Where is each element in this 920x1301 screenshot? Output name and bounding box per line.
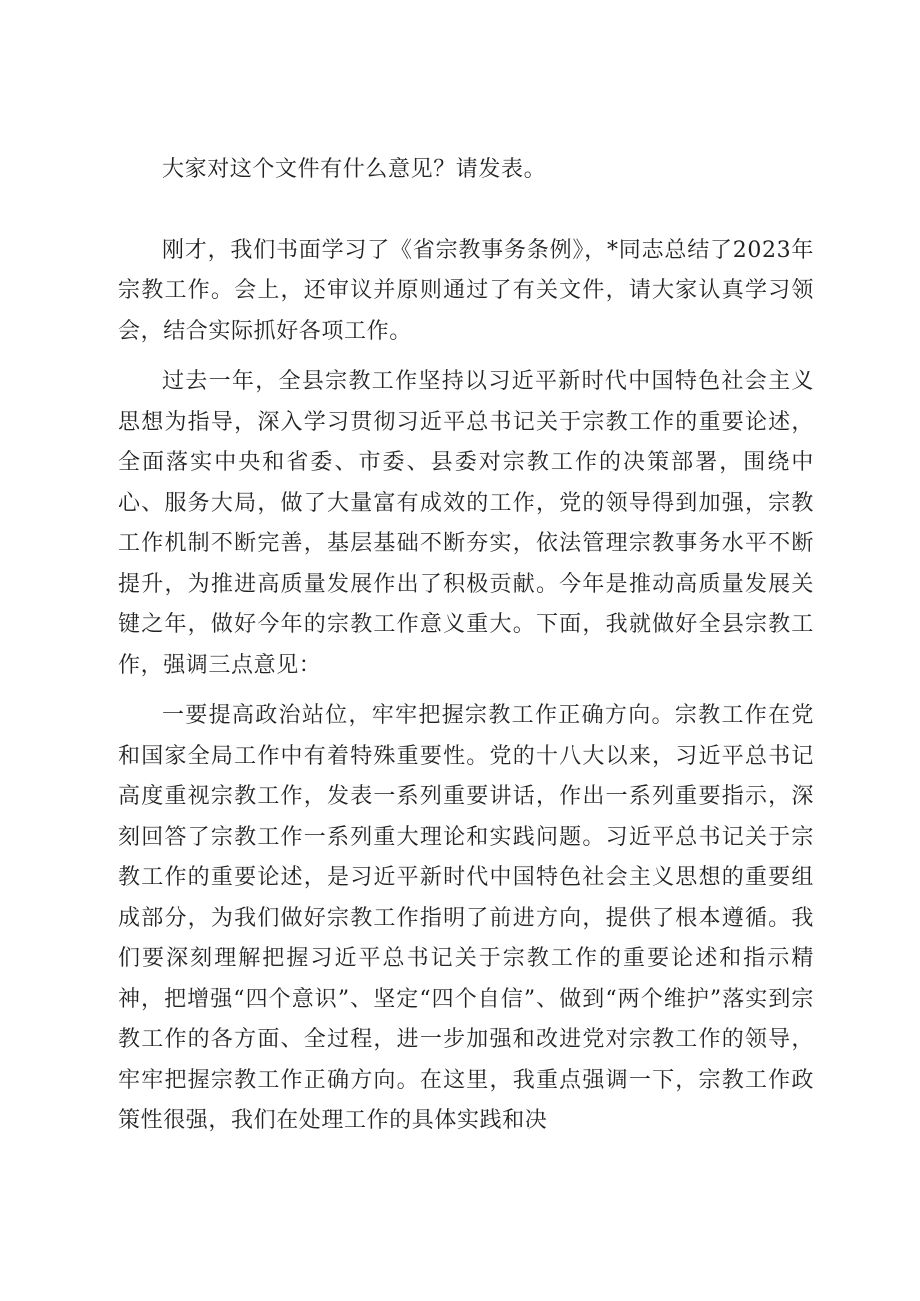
paragraph-past-year-review: 过去一年，全县宗教工作坚持以习近平新时代中国特色社会主义思想为指导，深入学习贯彻习近平总书记关于宗教工作的重要论述，全面落实中央和省委、市委、县委对宗教工作的决策部署，围绕中心、服务大局，做了大量富有成效的工作，党的领导得到加强，宗教工作机制不断完善，基层基础不断夯实，依法管理宗教事务水平不断提升，为推进高质量发展作出了积极贡献。今年是推动高质量发展关键之年，做好今年的宗教工作意义重大。下面，我就做好全县宗教工作，强调三点意见： — [118, 369, 814, 678]
document-body — [118, 150, 814, 1142]
paragraph-meeting-summary: 刚才，我们书面学习了《省宗教事务条例》，*同志总结了2023年宗教工作。会上，还审议并原则通过了有关文件，请大家认真学习领会，结合实际抓好各项工作。 — [118, 237, 814, 344]
paragraph-point-one: 一要提高政治站位，牢牢把握宗教工作正确方向。宗教工作在党和国家全局工作中有着特殊重要性。党的十八大以来，习近平总书记高度重视宗教工作，发表一系列重要讲话，作出一系列重要指示，深刻回答了宗教工作一系列重大理论和实践问题。习近平总书记关于宗教工作的重要论述，是习近平新时代中国特色社会主义思想的重要组成部分，为我们做好宗教工作指明了前进方向，提供了根本遵循。我们要深刻理解把握习近平总书记关于宗教工作的重要论述和指示精神，把增强“四个意识”、坚定“四个自信”、做到“两个维护”落实到宗教工作的各方面、全过程，进一步加强和改进党对宗教工作的领导，牢牢把握宗教工作正确方向。在这里，我重点强调一下，宗教工作政策性很强，我们在处理工作的具体实践和决 — [118, 703, 814, 1133]
paragraph-request-opinions: 大家对这个文件有什么意见？请发表。 — [162, 157, 547, 182]
